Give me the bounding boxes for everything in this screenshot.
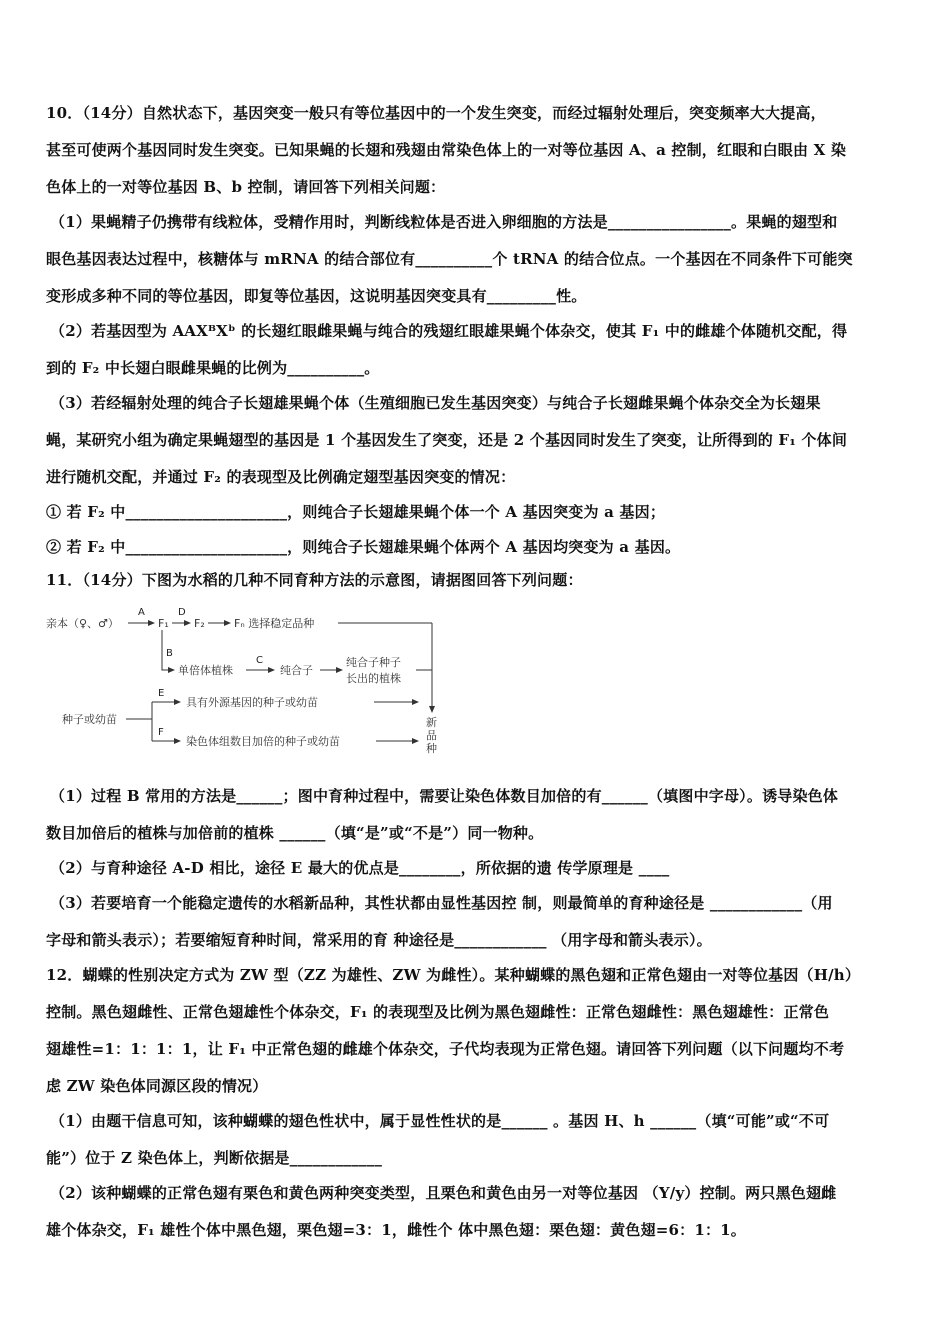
diagram-pure-seed-1: 纯合子种子: [346, 656, 401, 669]
diagram-foreign: 具有外源基因的种子或幼苗: [186, 696, 318, 709]
q11-part1-line-1: （1）过程 B 常用的方法是______；图中育种过程中，需要让染色体数目加倍的有______（填图中字母）。诱导染色体: [50, 787, 839, 805]
label-c: C: [256, 655, 263, 666]
diagram-new-3: 种: [426, 742, 437, 755]
diagram-haploid: 单倍体植株: [178, 664, 233, 677]
q11-part1-line-2: 数目加倍后的植株与加倍前的植株 ______（填“是”或“不是”）同一物种。: [46, 824, 544, 842]
diagram-new-2: 品: [426, 729, 437, 742]
diagram-pure-seed-2: 长出的植株: [346, 672, 401, 685]
diagram-pure: 纯合子: [280, 664, 313, 677]
q11-part3-line-1: （3）若要培育一个能稳定遗传的水稻新品种，其性状都由显性基因控 制，则最简单的育种途径是 ____________（用: [50, 894, 833, 912]
q10-part1-line-1: （1）果蝇精子仍携带有线粒体，受精作用时，判断线粒体是否进入卵细胞的方法是________________。果蝇的翅型和: [50, 213, 838, 231]
q11-line-1: 11．（14分）下图为水稻的几种不同育种方法的示意图，请据图回答下列问题：: [46, 571, 583, 589]
q10-part1-line-3: 变形成多种不同的等位基因，即复等位基因，这说明基因突变具有_________性。: [46, 287, 587, 305]
q10-case-1: ① 若 F₂ 中_____________________，则纯合子长翅雄果蝇个体一个 A 基因突变为 a 基因；: [46, 503, 666, 521]
q10-part1-line-2: 眼色基因表达过程中，核糖体与 mRNA 的结合部位有__________个 tRNA 的结合位点。一个基因在不同条件下可能突: [46, 250, 853, 268]
q10-part3-line-3: 进行随机交配，并通过 F₂ 的表现型及比例确定翅型基因突变的情况：: [46, 468, 516, 486]
q11-part2: （2）与育种途径 A-D 相比，途径 E 最大的优点是________，所依据的遗 传学原理是 ____: [50, 859, 670, 877]
q12-part2-line-1: （2）该种蝴蝶的正常色翅有栗色和黄色两种突变类型，且栗色和黄色由另一对等位基因 （Y/y）控制。两只黑色翅雌: [50, 1184, 837, 1202]
diagram-f2: F₂: [194, 617, 205, 630]
diagram-double: 染色体组数目加倍的种子或幼苗: [186, 735, 340, 748]
diagram-new-1: 新: [426, 716, 437, 729]
breeding-diagram: [46, 600, 466, 760]
label-a: A: [138, 607, 145, 618]
q10-line-3: 色体上的一对等位基因 B、b 控制，请回答下列相关问题：: [46, 178, 446, 196]
label-f: F: [158, 727, 164, 738]
q10-part2-line-2: 到的 F₂ 中长翅白眼雌果蝇的比例为__________。: [46, 359, 380, 377]
q11-part3-line-2: 字母和箭头表示）；若要缩短育种时间，常采用的育 种途径是____________ （用字母和箭头表示）。: [46, 931, 712, 949]
label-e: E: [158, 688, 165, 699]
q10-part3-line-2: 蝇，某研究小组为确定果蝇翅型的基因是 1 个基因发生了突变，还是 2 个基因同时发生了突变，让所得到的 F₁ 个体间: [46, 431, 848, 449]
q12-line-2: 控制。黑色翅雌性、正常色翅雄性个体杂交，F₁ 的表现型及比例为黑色翅雌性：正常色翅雌性：黑色翅雄性：正常色: [46, 1003, 830, 1021]
q10-case-2: ② 若 F₂ 中_____________________，则纯合子长翅雄果蝇个体两个 A 基因均突变为 a 基因。: [46, 538, 681, 556]
q12-line-3: 翅雄性=1：1：1：1，让 F₁ 中正常色翅的雌雄个体杂交，子代均表现为正常色翅。请回答下列问题（以下问题均不考: [46, 1040, 845, 1058]
q10-part3-line-1: （3）若经辐射处理的纯合子长翅雄果蝇个体（生殖细胞已发生基因突变）与纯合子长翅雌果蝇个体杂交全为长翅果: [50, 394, 821, 412]
q12-part1-line-2: 能”）位于 Z 染色体上，判断依据是____________: [46, 1149, 383, 1167]
q10-line-2: 甚至可使两个基因同时发生突变。已知果蝇的长翅和残翅由常染色体上的一对等位基因 A、a 控制，红眼和白眼由 X 染: [46, 141, 847, 159]
q10-line-1: 10．（14分）自然状态下，基因突变一般只有等位基因中的一个发生突变，而经过辐射处理后，突变频率大大提高，: [46, 104, 826, 122]
label-b: B: [166, 648, 173, 659]
diagram-f1: F₁: [158, 617, 169, 630]
diagram-parent: 亲本（♀、♂）: [46, 617, 119, 630]
q12-part1-line-1: （1）由题干信息可知，该种蝴蝶的翅色性状中，属于显性性状的是______ 。基因 H、h ______（填“可能”或“不可: [50, 1112, 830, 1130]
q12-line-1: 12．蝴蝶的性别决定方式为 ZW 型（ZZ 为雄性、ZW 为雌性）。某种蝴蝶的黑色翅和正常色翅由一对等位基因（H/h）: [46, 966, 861, 984]
q12-part2-line-2: 雄个体杂交，F₁ 雄性个体中黑色翅，栗色翅=3：1，雌性个 体中黑色翅：栗色翅：黄色翅=6：1：1。: [46, 1221, 746, 1239]
diagram-seed: 种子或幼苗: [62, 713, 117, 726]
q12-line-4: 虑 ZW 染色体同源区段的情况）: [46, 1077, 268, 1095]
diagram-fn: Fₙ 选择稳定品种: [234, 617, 315, 630]
label-d: D: [178, 607, 186, 618]
q10-part2-line-1: （2）若基因型为 AAXᴮXᵇ 的长翅红眼雌果蝇与纯合的残翅红眼雄果蝇个体杂交，使其 F₁ 中的雌雄个体随机交配，得: [50, 322, 848, 340]
